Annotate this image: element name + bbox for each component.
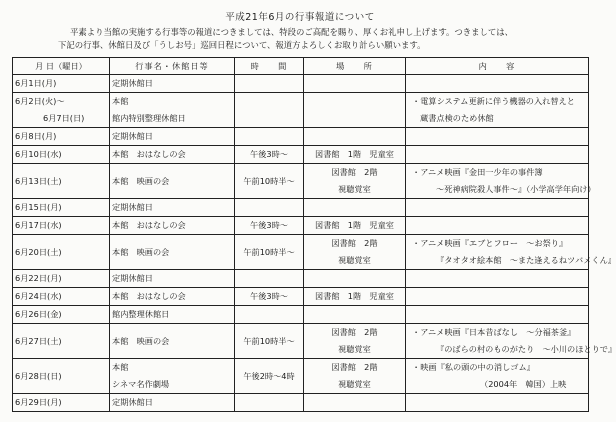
cell-event [110,199,235,217]
cell-time [235,235,304,270]
cell-time-line: 午後3時～ [250,291,288,301]
cell-place [304,306,406,324]
table-row [13,324,589,359]
table-row [13,288,589,306]
cell-time [235,270,304,288]
cell-event-line: 館内特別整理休館日 [112,113,186,123]
cell-place [304,128,406,146]
cell-place [304,217,406,235]
cell-date [13,394,110,412]
cell-date-line: 6月24日(水) [15,291,62,301]
cell-content [406,199,589,217]
cell-date-line: 6月1日(月) [15,78,57,88]
cell-content-line: 『タオタオ絵本館 ～また逢えるねツバメくん』 [436,255,616,265]
cell-time [235,164,304,199]
cell-event-line: 本館 おはなしの会 [112,291,186,301]
cell-place-line: 視聴覚室 [338,379,371,389]
cell-content-line: ・アニメ映画『エブとフロー ～お祭り』 [412,238,568,248]
cell-content [406,164,596,199]
cell-time-line: 午後3時～ [250,149,288,159]
cell-content [406,324,616,359]
table-row [13,75,589,93]
cell-time [235,324,304,359]
cell-event [110,359,235,394]
cell-place [304,146,406,164]
cell-date-line: 6月29日(月) [15,397,62,407]
header-time: 時 間 [235,58,304,75]
cell-event-line: シネマ名作劇場 [112,379,170,389]
cell-time-line: 午後2時～4時 [243,370,295,381]
cell-content [406,270,589,288]
cell-date-line: 6月28日(日) [15,370,62,381]
table-row [13,217,589,235]
cell-event-line: 定期休館日 [112,131,153,141]
cell-place-line: 視聴覚室 [338,184,371,194]
cell-place-line: 視聴覚室 [338,344,371,354]
cell-date [13,128,110,146]
cell-content [406,288,589,306]
cell-date-line: 6月8日(月) [15,131,57,141]
cell-place-line: 図書館 2階 [331,167,378,177]
table-row [13,394,589,412]
table-row [13,306,589,324]
table-row [13,359,589,394]
table-row [13,199,589,217]
cell-date [13,75,110,93]
cell-event [110,394,235,412]
cell-place [304,75,406,93]
cell-event [110,306,235,324]
cell-event-line: 定期休館日 [112,397,153,407]
cell-date-line: 6月7日(日) [43,113,85,123]
cell-place-line: 視聴覚室 [338,255,371,265]
cell-content-line: ～死神病院殺人事件～』（小学高学年向け） [436,184,596,194]
cell-event-line: 本館 映画の会 [112,246,170,257]
table-row [13,235,589,270]
intro-line-2: 下記の行事、休館日及び「うしお号」巡回日程について、報道方よろしくお取り計らい願います。 [58,40,426,50]
cell-date-line: 6月26日(金) [15,309,62,319]
table-row [13,146,589,164]
cell-date [13,288,110,306]
schedule-table [12,57,616,412]
cell-content [406,394,589,412]
table-row [13,270,589,288]
cell-event [110,324,235,359]
cell-event-line: 本館 [112,96,129,106]
cell-date [13,199,110,217]
cell-event-line: 本館 おはなしの会 [112,149,186,159]
header-content: 内 容 [406,58,589,75]
intro-text [58,26,578,52]
cell-date [13,324,110,359]
cell-place-line: 図書館 1階 児童室 [315,220,394,230]
cell-place-line: 図書館 2階 [331,238,378,248]
cell-content [406,359,589,394]
cell-content [406,235,616,270]
cell-place [304,288,406,306]
cell-place-line: 図書館 1階 児童室 [315,149,394,159]
cell-event [110,75,235,93]
cell-time-line: 午前10時半～ [243,335,295,346]
cell-time [235,199,304,217]
cell-place-line: 図書館 1階 児童室 [315,291,394,301]
cell-date-line: 6月2日(火)～ [15,96,65,106]
cell-content [406,128,589,146]
cell-place [304,93,406,128]
table-row [13,128,589,146]
cell-date [13,217,110,235]
cell-date [13,235,110,270]
cell-date-line: 6月10日(水) [15,149,62,159]
cell-place-line: 図書館 2階 [331,362,378,372]
cell-place [304,359,406,394]
cell-event-line: 館内整理休館日 [112,309,170,319]
cell-place [304,164,406,199]
cell-time [235,75,304,93]
header-event: 行事名・休館日等 [110,58,235,75]
cell-event [110,235,235,270]
cell-event-line: 本館 [112,362,129,372]
table-header-row [13,58,589,75]
cell-date [13,270,110,288]
cell-date-line: 6月27日(土) [15,335,62,346]
cell-place [304,199,406,217]
table-row [13,164,589,199]
cell-event-line: 本館 映画の会 [112,175,170,186]
cell-event [110,217,235,235]
cell-date [13,306,110,324]
table-body [13,75,616,412]
cell-time [235,394,304,412]
cell-time [235,288,304,306]
header-date: 月 日（曜日） [13,58,110,75]
cell-time [235,146,304,164]
cell-content-line: 『のばらの村のものがたり ～小川のほとりで』 [436,344,616,354]
cell-event-line: 本館 おはなしの会 [112,220,186,230]
cell-event [110,164,235,199]
header-place: 場 所 [304,58,406,75]
cell-time [235,306,304,324]
cell-content-line: ・アニメ映画『金田一少年の事件簿 [412,167,543,177]
table-row [13,93,589,128]
cell-content-line: 蔵書点検のため休館 [420,113,494,123]
cell-time [235,93,304,128]
cell-time-line: 午前10時半～ [243,246,295,257]
cell-event [110,146,235,164]
cell-event [110,288,235,306]
cell-content-line: ・アニメ映画『日本昔ばなし ～分福茶釜』 [412,327,576,337]
cell-time [235,128,304,146]
cell-content-line: ・電算システム更新に伴う機器の入れ替えと [412,96,575,106]
cell-event-line: 定期休館日 [112,202,153,212]
cell-place [304,235,406,270]
cell-event-line: 定期休館日 [112,78,153,88]
cell-time [235,217,304,235]
cell-content [406,306,589,324]
cell-date-line: 6月15日(月) [15,202,62,212]
cell-content-line: ・映画『私の頭の中の消しゴム』 [412,362,535,372]
cell-content-line: （2004年 韓国）上映 [480,379,567,389]
cell-date-line: 6月22日(月) [15,273,62,283]
cell-place [304,394,406,412]
cell-content [406,75,589,93]
intro-line-1: 平素より当館の実施する行事等の報道につきましては、特段のご高配を賜り、厚くお礼申し上げます。つきましては、 [70,27,514,37]
document-title: 平成21年6月の行事報道について [225,12,375,23]
cell-date-line: 6月13日(土) [15,175,62,186]
cell-time-line: 午前10時半～ [243,175,295,186]
cell-date [13,146,110,164]
cell-event [110,270,235,288]
cell-date [13,164,110,199]
cell-event [110,93,235,128]
cell-date-line: 6月20日(土) [15,246,62,257]
cell-event [110,128,235,146]
cell-place [304,324,406,359]
cell-date [13,359,110,394]
cell-date [13,93,110,128]
cell-content [406,93,589,128]
cell-event-line: 定期休館日 [112,273,153,283]
cell-place-line: 図書館 2階 [331,327,378,337]
cell-event-line: 本館 映画の会 [112,335,170,346]
cell-date-line: 6月17日(水) [15,220,62,230]
cell-content [406,217,589,235]
cell-place [304,270,406,288]
cell-time-line: 午後3時～ [250,220,288,230]
cell-time [235,359,304,394]
cell-content [406,146,589,164]
